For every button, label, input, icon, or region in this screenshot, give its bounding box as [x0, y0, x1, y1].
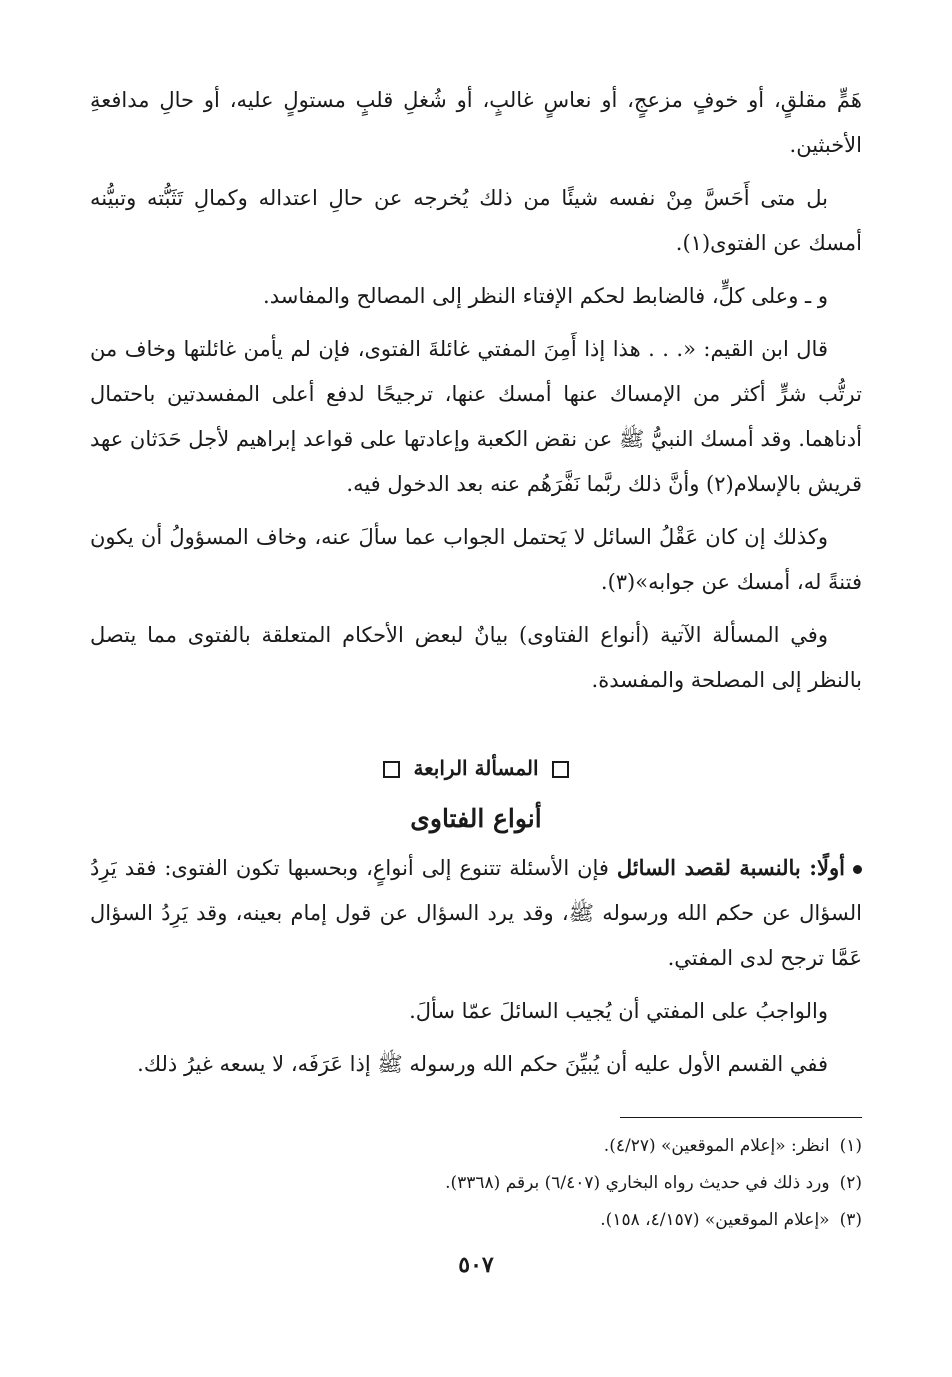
document-page [90, 78, 862, 1239]
paragraph-5-quote-end: وكذلك إن كان عَقْلُ السائل لا يَحتمل الجواب عما سألَ عنه، وخاف المسؤولُ أن يكون فتنةً له، أمسك عن جوابه»(٣). [90, 525, 862, 594]
footnote-2-number: (٢) [839, 1173, 862, 1193]
section-heading-text: المسألة الرابعة [413, 756, 539, 780]
footnote-3-number: (٣) [839, 1210, 862, 1230]
section-title: أنواع الفتاوى [410, 804, 542, 833]
paragraph-3: و ـ وعلى كلٍّ، فالضابط لحكم الإفتاء النظر إلى المصالح والمفاسد. [263, 284, 828, 308]
first-point-paragraph [90, 845, 862, 981]
paragraph-7: والواجبُ على المفتي أن يُجيب السائلَ عمّا سألَ. [409, 999, 828, 1023]
first-point-text: فإن الأسئلة تتنوع إلى أنواعٍ، وبحسبها تكون الفتوى: فقد يَرِدُ السؤال عن حكم الله ورسوله ﷺ، وقد يرد السؤال عن قول إمام بعينه، وقد يَرِدُ السؤال عَمَّا ترجح لدى المفتي. [90, 856, 862, 970]
paragraph-1: هَمٍّ مقلقٍ، أو خوفٍ مزعجٍ، أو نعاسٍ غالبٍ، أو شُغلِ قلبٍ مستولٍ عليه، أو حالِ مدافعةِ الأخبثين. [90, 88, 862, 157]
square-icon-right [552, 761, 569, 778]
footnote-3-text: «إعلام الموقعين» (٤/١٥٧، ١٥٨). [600, 1210, 830, 1230]
footnote-2-text: ورد ذلك في حديث رواه البخاري (٦/٤٠٧) برقم (٣٣٦٨). [445, 1173, 830, 1193]
footnote-1 [90, 1128, 862, 1165]
footnote-separator [620, 1117, 862, 1118]
section-heading [90, 753, 862, 783]
footnote-1-number: (١) [839, 1136, 862, 1156]
footnote-3 [90, 1202, 862, 1239]
page-number: ٥٠٧ [458, 1252, 494, 1278]
bullet-icon [853, 865, 862, 874]
square-icon-left [383, 761, 400, 778]
first-point-label: أولًا: بالنسبة لقصد السائل [616, 855, 845, 880]
footnote-1-text: انظر: «إعلام الموقعين» (٤/٢٧). [603, 1136, 830, 1156]
paragraph-4-quote: قال ابن القيم: «. . . هذا إذا أَمِنَ المفتي غائلةَ الفتوى، فإن لم يأمن غائلتها وخاف من ترتُّب شرٍّ أكثر من الإمساك عنها أمسك عنها، ترجيحًا لدفع أعلى المفسدتين باحتمال أدناهما. وقد أمسك النبيُّ ﷺ عن نقض الكعبة وإعادتها على قواعد إبراهيم لأجل حَدَثان عهد قريش بالإسلام(٢) وأنَّ ذلك ربَّما نَفَّرَهُم عنه بعد الدخول فيه. [90, 337, 862, 496]
paragraph-8: ففي القسم الأول عليه أن يُبيِّنَ حكم الله ورسوله ﷺ إذا عَرَفَه، لا يسعه غيرُ ذلك. [137, 1052, 828, 1076]
footnote-2 [90, 1165, 862, 1202]
paragraph-2: بل متى أَحَسَّ مِنْ نفسه شيئًا من ذلك يُخرجه عن حالِ اعتداله وكمالِ تَثَبُّته وتبيُّنه أمسك عن الفتوى(١). [90, 186, 862, 255]
paragraph-6: وفي المسألة الآتية (أنواع الفتاوى) بيانٌ لبعض الأحكام المتعلقة بالفتوى مما يتصل بالنظر إلى المصلحة والمفسدة. [90, 623, 862, 692]
